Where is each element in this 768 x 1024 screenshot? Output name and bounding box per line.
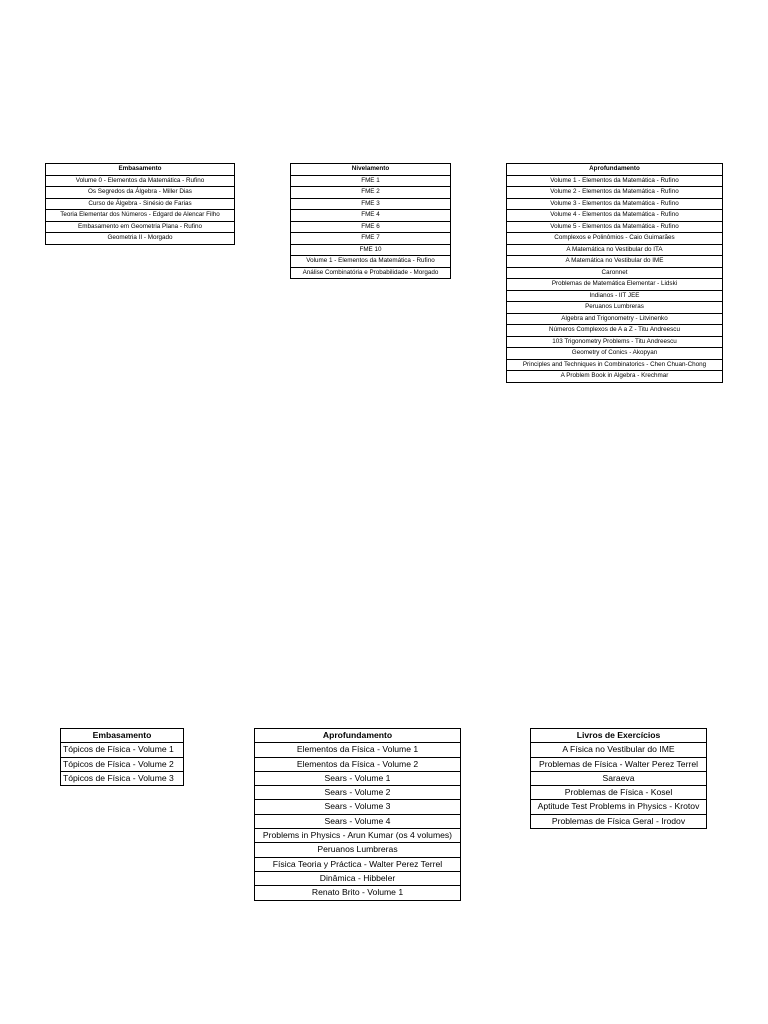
book-title-cell: Análise Combinatória e Probabilidade - Morgado	[291, 267, 451, 279]
table-header: Livros de Exercícios	[531, 729, 707, 743]
table-row	[507, 221, 723, 233]
book-title-cell: FME 6	[291, 221, 451, 233]
table-row	[46, 233, 235, 245]
table-row	[507, 279, 723, 291]
book-title-cell: Os Segredos da Álgebra - Miller Dias	[46, 187, 235, 199]
book-title-cell: Volume 0 - Elementos da Matemática - Rufino	[46, 175, 235, 187]
table-row	[255, 871, 461, 885]
table-row	[255, 800, 461, 814]
book-title-cell: Saraeva	[531, 771, 707, 785]
book-title-cell: Problems in Physics - Arun Kumar (os 4 volumes)	[255, 829, 461, 843]
table-row	[507, 313, 723, 325]
table-row	[255, 757, 461, 771]
table-row	[507, 371, 723, 383]
table-header: Aprofundamento	[507, 164, 723, 176]
book-title-cell: FME 2	[291, 187, 451, 199]
table-row	[507, 267, 723, 279]
book-title-cell: Teoria Elementar dos Números - Edgard de Alencar Filho	[46, 210, 235, 222]
table-row	[507, 233, 723, 245]
table-row	[507, 290, 723, 302]
book-title-cell: Sears - Volume 3	[255, 800, 461, 814]
book-title-cell: FME 10	[291, 244, 451, 256]
table-row	[507, 302, 723, 314]
table-row	[46, 187, 235, 199]
table-row	[507, 198, 723, 210]
book-title-cell: Volume 3 - Elementos da Matemática - Rufino	[507, 198, 723, 210]
table-row	[46, 210, 235, 222]
book-title-cell: Dinâmica - Hibbeler	[255, 871, 461, 885]
book-title-cell: Volume 4 - Elementos da Matemática - Rufino	[507, 210, 723, 222]
table-row	[291, 267, 451, 279]
book-title-cell: Elementos da Física - Volume 2	[255, 757, 461, 771]
table-row	[291, 175, 451, 187]
book-title-cell: Indianos - IIT JEE	[507, 290, 723, 302]
table-row	[255, 843, 461, 857]
math-nivelamento-table	[290, 163, 451, 279]
book-title-cell: A Física no Vestibular do IME	[531, 743, 707, 757]
table-row	[255, 771, 461, 785]
book-title-cell: Volume 5 - Elementos da Matemática - Rufino	[507, 221, 723, 233]
table-row	[531, 800, 707, 814]
book-title-cell: Peruanos Lumbreras	[507, 302, 723, 314]
table-row	[255, 814, 461, 828]
table-row	[291, 198, 451, 210]
table-row	[255, 886, 461, 900]
table-row	[507, 256, 723, 268]
table-header: Nivelamento	[291, 164, 451, 176]
book-title-cell: Problemas de Física Geral - Irodov	[531, 814, 707, 828]
table-row	[531, 786, 707, 800]
math-embasamento-table	[45, 163, 235, 245]
book-title-cell: 103 Trigonometry Problems - Titu Andreescu	[507, 336, 723, 348]
book-title-cell: Geometria II - Morgado	[46, 233, 235, 245]
table-row	[507, 244, 723, 256]
table-row	[507, 325, 723, 337]
table-row	[507, 336, 723, 348]
book-title-cell: Complexos e Polinômios - Caio Guimarães	[507, 233, 723, 245]
book-title-cell: FME 4	[291, 210, 451, 222]
table-row	[61, 757, 184, 771]
book-title-cell: Tópicos de Física - Volume 1	[61, 743, 184, 757]
table-row	[291, 210, 451, 222]
book-title-cell: Sears - Volume 1	[255, 771, 461, 785]
table-row	[531, 814, 707, 828]
book-title-cell: Geometry of Conics - Akopyan	[507, 348, 723, 360]
book-title-cell: Renato Brito - Volume 1	[255, 886, 461, 900]
table-row	[291, 221, 451, 233]
book-title-cell: Principles and Techniques in Combinatorics - Chen Chuan-Chong	[507, 359, 723, 371]
table-row	[255, 857, 461, 871]
book-title-cell: FME 7	[291, 233, 451, 245]
book-title-cell: Volume 1 - Elementos da Matemática - Rufino	[291, 256, 451, 268]
table-row	[46, 198, 235, 210]
book-title-cell: Volume 1 - Elementos da Matemática - Rufino	[507, 175, 723, 187]
book-title-cell: Embasamento em Geometria Plana - Rufino	[46, 221, 235, 233]
book-title-cell: Volume 2 - Elementos da Matemática - Rufino	[507, 187, 723, 199]
book-title-cell: Sears - Volume 2	[255, 786, 461, 800]
table-row	[507, 187, 723, 199]
book-title-cell: Aptitude Test Problems in Physics - Krotov	[531, 800, 707, 814]
book-title-cell: Peruanos Lumbreras	[255, 843, 461, 857]
book-title-cell: Tópicos de Física - Volume 3	[61, 771, 184, 785]
book-title-cell: A Matemática no Vestibular do IME	[507, 256, 723, 268]
book-title-cell: Problemas de Física - Kosel	[531, 786, 707, 800]
table-row	[61, 771, 184, 785]
table-row	[531, 771, 707, 785]
table-row	[291, 187, 451, 199]
book-title-cell: Números Complexos de A a Z - Titu Andreescu	[507, 325, 723, 337]
book-title-cell: Tópicos de Física - Volume 2	[61, 757, 184, 771]
table-row	[507, 210, 723, 222]
book-title-cell: A Matemática no Vestibular do ITA	[507, 244, 723, 256]
table-row	[46, 221, 235, 233]
book-title-cell: FME 3	[291, 198, 451, 210]
book-title-cell: A Problem Book in Algebra - Krechmar	[507, 371, 723, 383]
table-header: Embasamento	[61, 729, 184, 743]
table-row	[61, 743, 184, 757]
math-aprofundamento-table	[506, 163, 723, 383]
table-row	[291, 256, 451, 268]
table-row	[507, 359, 723, 371]
book-title-cell: Sears - Volume 4	[255, 814, 461, 828]
physics-embasamento-table	[60, 728, 184, 786]
book-title-cell: Curso de Álgebra - Sinésio de Farias	[46, 198, 235, 210]
table-row	[531, 743, 707, 757]
table-row	[531, 757, 707, 771]
book-title-cell: Caronnet	[507, 267, 723, 279]
book-title-cell: FME 1	[291, 175, 451, 187]
table-row	[507, 348, 723, 360]
table-row	[507, 175, 723, 187]
table-row	[255, 829, 461, 843]
book-title-cell: Problemas de Física - Walter Perez Terrel	[531, 757, 707, 771]
physics-exercicios-table	[530, 728, 707, 829]
table-row	[46, 175, 235, 187]
table-header: Embasamento	[46, 164, 235, 176]
table-row	[255, 786, 461, 800]
table-row	[291, 233, 451, 245]
table-header: Aprofundamento	[255, 729, 461, 743]
book-title-cell: Algebra and Trigonometry - Litvinenko	[507, 313, 723, 325]
book-title-cell: Elementos da Física - Volume 1	[255, 743, 461, 757]
physics-aprofundamento-table	[254, 728, 461, 901]
book-title-cell: Problemas de Matemática Elementar - Lidski	[507, 279, 723, 291]
table-row	[291, 244, 451, 256]
book-title-cell: Física Teoria y Práctica - Walter Perez Terrel	[255, 857, 461, 871]
table-row	[255, 743, 461, 757]
